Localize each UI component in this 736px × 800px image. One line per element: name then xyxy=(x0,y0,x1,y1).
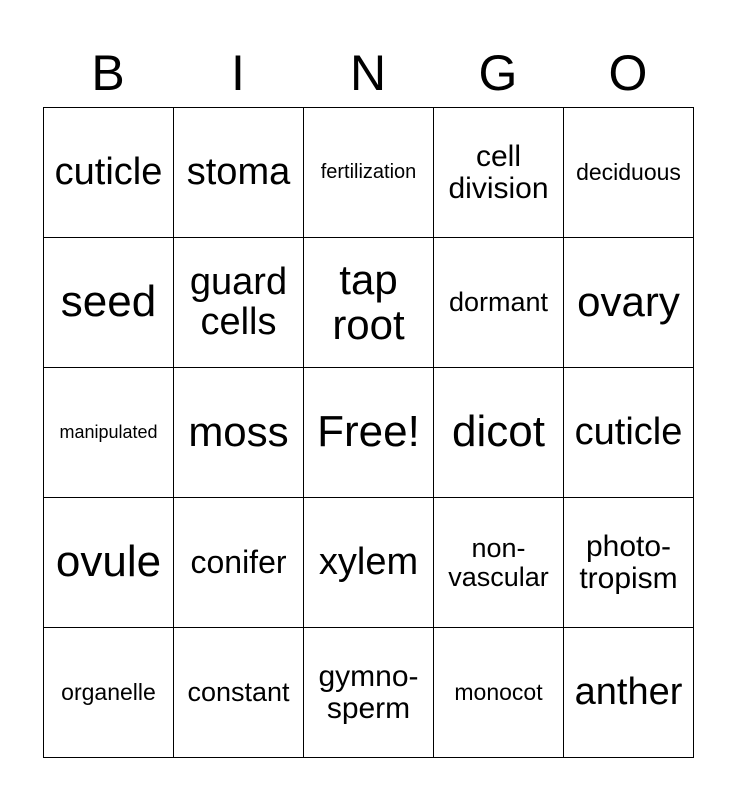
bingo-cell: dicot xyxy=(434,368,564,498)
bingo-cell: constant xyxy=(174,628,304,758)
bingo-cell: cuticle xyxy=(564,368,694,498)
bingo-cell: seed xyxy=(44,238,174,368)
bingo-cell: stoma xyxy=(174,108,304,238)
bingo-cell: guard cells xyxy=(174,238,304,368)
bingo-cell: tap root xyxy=(304,238,434,368)
board-row xyxy=(44,498,694,628)
header-letter-g: G xyxy=(478,45,518,101)
bingo-cell: xylem xyxy=(304,498,434,628)
bingo-cell: manipulated xyxy=(44,368,174,498)
bingo-cell: ovary xyxy=(564,238,694,368)
header-letter-o: O xyxy=(608,45,648,101)
bingo-cell: dormant xyxy=(434,238,564,368)
header-letter-n: N xyxy=(349,45,387,101)
bingo-cell: cell division xyxy=(434,108,564,238)
board-row xyxy=(44,368,694,498)
bingo-cell: deciduous xyxy=(564,108,694,238)
header-letter-i: I xyxy=(231,45,245,101)
free-space-cell: Free! xyxy=(304,368,434,498)
bingo-cell: non-vascular xyxy=(434,498,564,628)
bingo-cell: cuticle xyxy=(44,108,174,238)
bingo-cell: monocot xyxy=(434,628,564,758)
bingo-cell: fertilization xyxy=(304,108,434,238)
bingo-cell: anther xyxy=(564,628,694,758)
bingo-cell: conifer xyxy=(174,498,304,628)
board-row xyxy=(44,628,694,758)
board-row xyxy=(44,108,694,238)
bingo-header xyxy=(43,42,693,104)
bingo-cell: ovule xyxy=(44,498,174,628)
bingo-cell: photo-tropism xyxy=(564,498,694,628)
header-letter-b: B xyxy=(91,45,125,101)
bingo-cell: gymno-sperm xyxy=(304,628,434,758)
bingo-cell: organelle xyxy=(44,628,174,758)
board-row xyxy=(44,238,694,368)
bingo-board xyxy=(43,107,694,758)
bingo-cell: moss xyxy=(174,368,304,498)
